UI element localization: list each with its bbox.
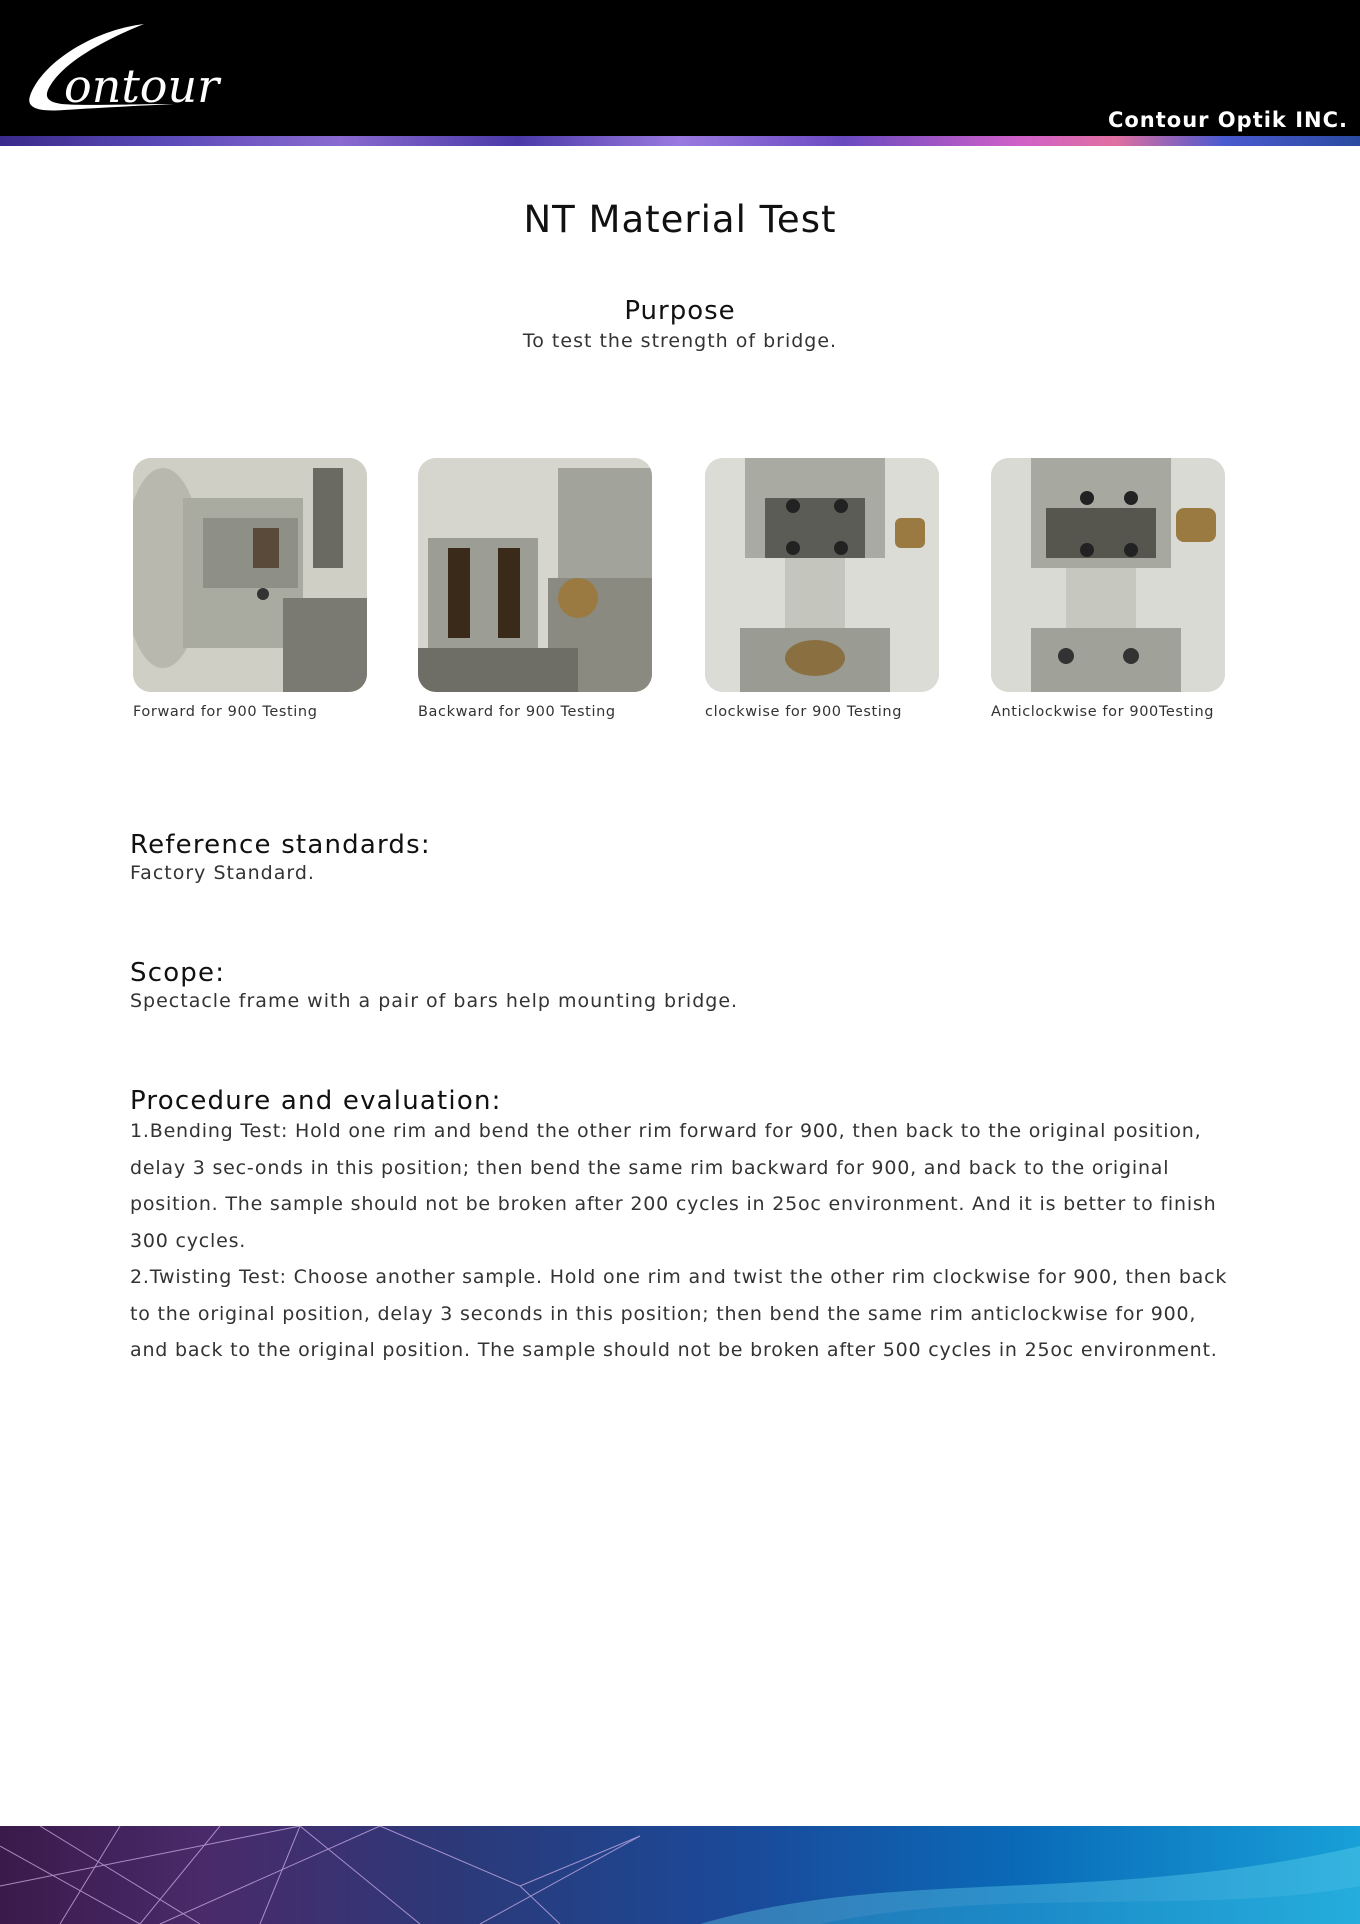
page-title: NT Material Test	[523, 198, 837, 241]
scope-text: Spectacle frame with a pair of bars help mounting bridge.	[130, 990, 739, 1012]
photo-forward-test	[133, 458, 367, 692]
photo-clockwise-caption: clockwise for 900 Testing	[705, 704, 903, 720]
photo-backward-caption: Backward for 900 Testing	[418, 704, 616, 720]
reference-text: Factory Standard.	[130, 862, 315, 884]
company-name: Contour Optik INC.	[1107, 108, 1348, 132]
purpose-text: To test the strength of bridge.	[522, 330, 838, 352]
purpose-heading: Purpose	[624, 296, 736, 326]
page-footer	[0, 1826, 1360, 1924]
photo-backward-test	[418, 458, 652, 692]
photo-clockwise-test	[705, 458, 939, 692]
photo-anticlockwise-caption: Anticlockwise for 900Testing	[991, 704, 1215, 720]
header-band	[0, 136, 1360, 146]
procedure-heading: Procedure and evaluation:	[130, 1086, 502, 1116]
page-header	[0, 0, 1360, 136]
procedure-twisting-paragraph: 2.Twisting Test: Choose another sample. Hold one rim and twist the other rim clockwise for 900, then back to the original position, delay 3 seconds in this position; then bend the same rim anticlockwise for 900, and back to the original position. The sample should not be broken after 500 cycles in 25oc environment.	[130, 1266, 1228, 1361]
photo-forward-caption: Forward for 900 Testing	[133, 704, 318, 720]
scope-heading: Scope:	[130, 958, 226, 988]
svg-text:ontour: ontour	[64, 59, 220, 113]
procedure-body	[130, 1113, 1230, 1369]
contour-logo	[24, 22, 274, 114]
photo-anticlockwise-test	[991, 458, 1225, 692]
reference-heading: Reference standards:	[130, 830, 431, 860]
procedure-bending-paragraph: 1.Bending Test: Hold one rim and bend the other rim forward for 900, then back to the original position, delay 3 sec-onds in this position; then bend the same rim backward for 900, and back to the original position. The sample should not be broken after 200 cycles in 25oc environment. And it is better to finish 300 cycles.	[130, 1120, 1217, 1252]
footer-network-graphic	[0, 1826, 1360, 1924]
